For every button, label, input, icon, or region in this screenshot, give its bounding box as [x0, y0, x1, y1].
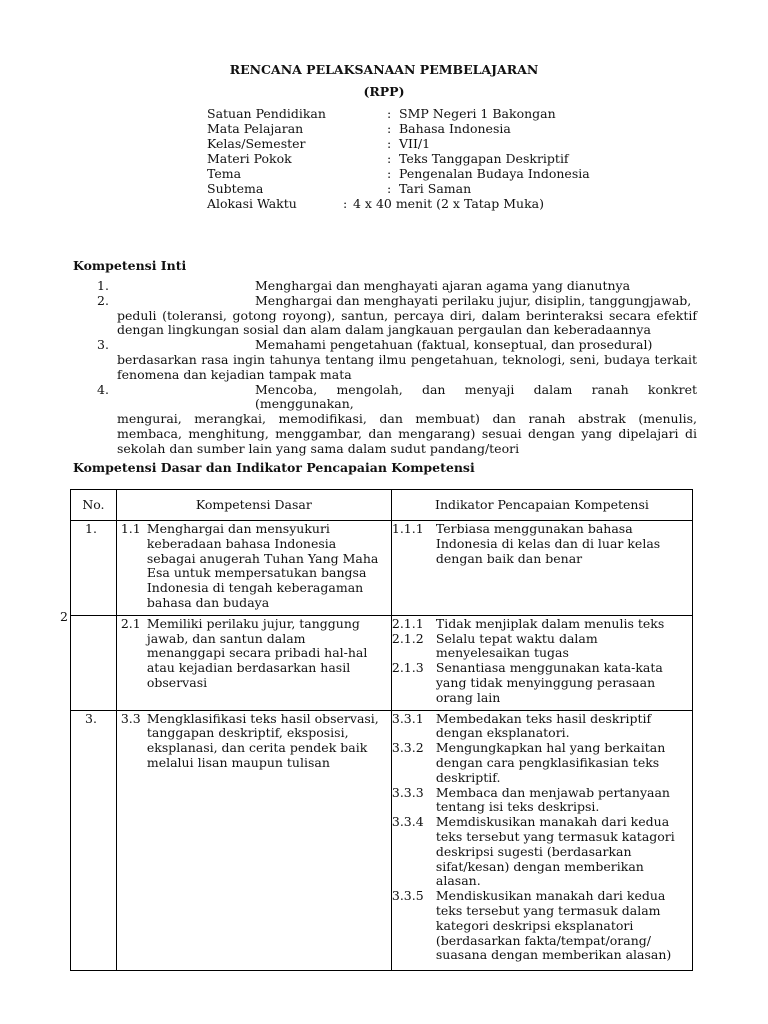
ki-number: 1. [97, 278, 109, 293]
meta-key: Kelas/Semester [207, 136, 306, 151]
meta-value: 4 x 40 menit (2 x Tatap Muka) [353, 196, 544, 211]
indicator-cell [391, 615, 692, 710]
header-no: No. [71, 490, 117, 521]
indicator-number: 2.1.2 [391, 630, 424, 646]
table-row [71, 615, 693, 710]
meta-sep: : [387, 136, 392, 151]
indicator-item [392, 522, 686, 566]
meta-sep: : [387, 106, 392, 121]
ki-text-continued: berdasarkan rasa ingin tahunya tentang ilmu pengetahuan, teknologi, seni, budaya terkait fenomena dan kejadian tampak mata [117, 351, 697, 382]
indicator-number: 2.1.1 [391, 615, 424, 631]
indicator-item [392, 786, 686, 816]
indicator-text: Selalu tepat waktu dalam menyelesaikan tugas [435, 630, 598, 661]
meta-sep: : [387, 181, 392, 196]
meta-value: Tari Saman [399, 181, 472, 196]
meta-row [207, 136, 590, 151]
meta-value: Pengenalan Budaya Indonesia [399, 166, 590, 181]
ki-item [97, 294, 697, 338]
kd-text: Mengklasifikasi teks hasil observasi, tanggapan deskriptif, eksposisi, eksplanasi, dan cerita pendek baik melalui lisan maupun tulisan [146, 710, 379, 770]
indicator-cell [391, 521, 692, 616]
indicator-item [392, 661, 686, 705]
kd-heading: Kompetensi Dasar dan Indikator Pencapaian Kompetensi [73, 460, 475, 475]
ki-number: 2. [97, 292, 109, 308]
indicator-number: 3.3.1 [391, 710, 424, 726]
document-title: RENCANA PELAKSANAAN PEMBELAJARAN [229, 62, 539, 77]
document-subtitle: (RPP) [363, 84, 405, 99]
indicator-item [392, 712, 686, 742]
kd-text: Memiliki perilaku jujur, tanggung jawab, dan santun dalam menanggapi secara pribadi hal-hal atau kejadian berdasarkan hasil observasi [146, 615, 368, 690]
ki-number: 3. [97, 337, 109, 353]
ki-item [97, 338, 697, 382]
kd-cell [116, 615, 391, 710]
meta-row [207, 196, 590, 211]
header-indicator: Indikator Pencapaian Kompetensi [391, 490, 692, 521]
meta-key: Satuan Pendidikan [207, 106, 326, 121]
meta-row [207, 121, 590, 136]
indicator-item [392, 815, 686, 889]
meta-key: Subtema [207, 181, 264, 196]
meta-sep: : [343, 196, 348, 211]
kd-number: 2.1 [120, 615, 141, 631]
side-mark: 2 [60, 609, 68, 624]
indicator-text: Senantiasa menggunakan kata-kata yang tidak menyinggung perasaan orang lain [435, 660, 663, 705]
ki-text: Memahami pengetahuan (faktual, konseptual, dan prosedural) [255, 337, 653, 353]
table-row [71, 710, 693, 970]
meta-value: SMP Negeri 1 Bakongan [399, 106, 556, 121]
indicator-number: 1.1.1 [391, 521, 424, 536]
competency-table [70, 489, 693, 971]
meta-sep: : [387, 166, 392, 181]
indicator-text: Memdiskusikan manakah dari kedua teks tersebut yang termasuk katagori deskripsi sugesti (berdasarkan sifat/kesan) dengan memberikan alasan. [435, 814, 675, 889]
meta-key: Materi Pokok [207, 151, 292, 166]
indicator-text: Tidak menjiplak dalam menulis teks [435, 615, 665, 631]
meta-value: Bahasa Indonesia [399, 121, 511, 136]
kd-number: 3.3 [120, 710, 141, 726]
indicator-item [392, 889, 686, 963]
meta-key: Mata Pelajaran [207, 121, 304, 136]
indicator-item [392, 617, 686, 632]
meta-sep: : [387, 121, 392, 136]
ki-text: Menghargai dan menghayati perilaku jujur, disiplin, tanggungjawab, [255, 292, 692, 308]
meta-row [207, 106, 590, 121]
ki-text-continued: mengurai, merangkai, memodifikasi, dan membuat) dan ranah abstrak (menulis, membaca, menghitung, menggambar, dan mengarang) sesuai dengan yang dipelajari di sekolah dan sumber lain yang sama dalam sudut pandang/teori [117, 411, 697, 456]
identity-block [207, 106, 590, 211]
ki-number: 4. [97, 381, 109, 397]
header-kd: Kompetensi Dasar [116, 490, 391, 521]
row-number [71, 615, 117, 710]
ki-text-continued: peduli (toleransi, gotong royong), santun, percaya diri, dalam berinteraksi secara efektif dengan lingkungan sosial dan alam dalam jangkauan pergaulan dan keberadaannya [117, 307, 697, 338]
ki-item [97, 383, 697, 457]
ki-list [97, 279, 697, 457]
indicator-item [392, 632, 686, 662]
row-number: 1. [71, 521, 117, 616]
ki-text: Menghargai dan menghayati ajaran agama yang dianutnya [255, 278, 631, 293]
kd-cell [116, 710, 391, 970]
indicator-text: Mendiskusikan manakah dari kedua teks tersebut yang termasuk dalam kategori deskripsi eksplanatori (berdasarkan fakta/tempat/orang/ suasana dengan memberikan alasan) [435, 888, 672, 963]
indicator-text: Terbiasa menggunakan bahasa Indonesia di kelas dan di luar kelas dengan baik dan benar [435, 521, 661, 566]
meta-row [207, 181, 590, 196]
indicator-text: Membedakan teks hasil deskriptif dengan eksplanatori. [435, 710, 652, 741]
meta-key: Tema [207, 166, 242, 181]
indicator-cell [391, 710, 692, 970]
table-row [71, 521, 693, 616]
indicator-number: 3.3.2 [391, 740, 424, 756]
ki-item [97, 279, 697, 294]
meta-sep: : [387, 151, 392, 166]
indicator-number: 3.3.3 [391, 784, 424, 800]
ki-text: Mencoba, mengolah, dan menyaji dalam ranah konkret (menggunakan, [255, 381, 697, 412]
kd-text: Menghargai dan mensyukuri keberadaan bahasa Indonesia sebagai anugerah Tuhan Yang Maha Esa untuk mempersatukan bangsa Indonesia di tengah keberagaman bahasa dan budaya [146, 521, 379, 610]
row-number: 3. [71, 710, 117, 970]
kd-cell [116, 521, 391, 616]
indicator-text: Mengungkapkan hal yang berkaitan dengan cara pengklasifikasian teks deskriptif. [435, 740, 666, 785]
indicator-number: 3.3.4 [391, 814, 424, 830]
indicator-item [392, 741, 686, 785]
kd-number: 1.1 [120, 521, 141, 536]
meta-value: VII/1 [399, 136, 431, 151]
meta-key: Alokasi Waktu [207, 196, 297, 211]
ki-heading: Kompetensi Inti [73, 258, 187, 273]
indicator-number: 2.1.3 [391, 660, 424, 676]
meta-row [207, 166, 590, 181]
indicator-number: 3.3.5 [391, 888, 424, 904]
meta-row [207, 151, 590, 166]
table-header-row [71, 490, 693, 521]
indicator-text: Membaca dan menjawab pertanyaan tentang isi teks deskripsi. [435, 784, 670, 815]
meta-value: Teks Tanggapan Deskriptif [399, 151, 569, 166]
